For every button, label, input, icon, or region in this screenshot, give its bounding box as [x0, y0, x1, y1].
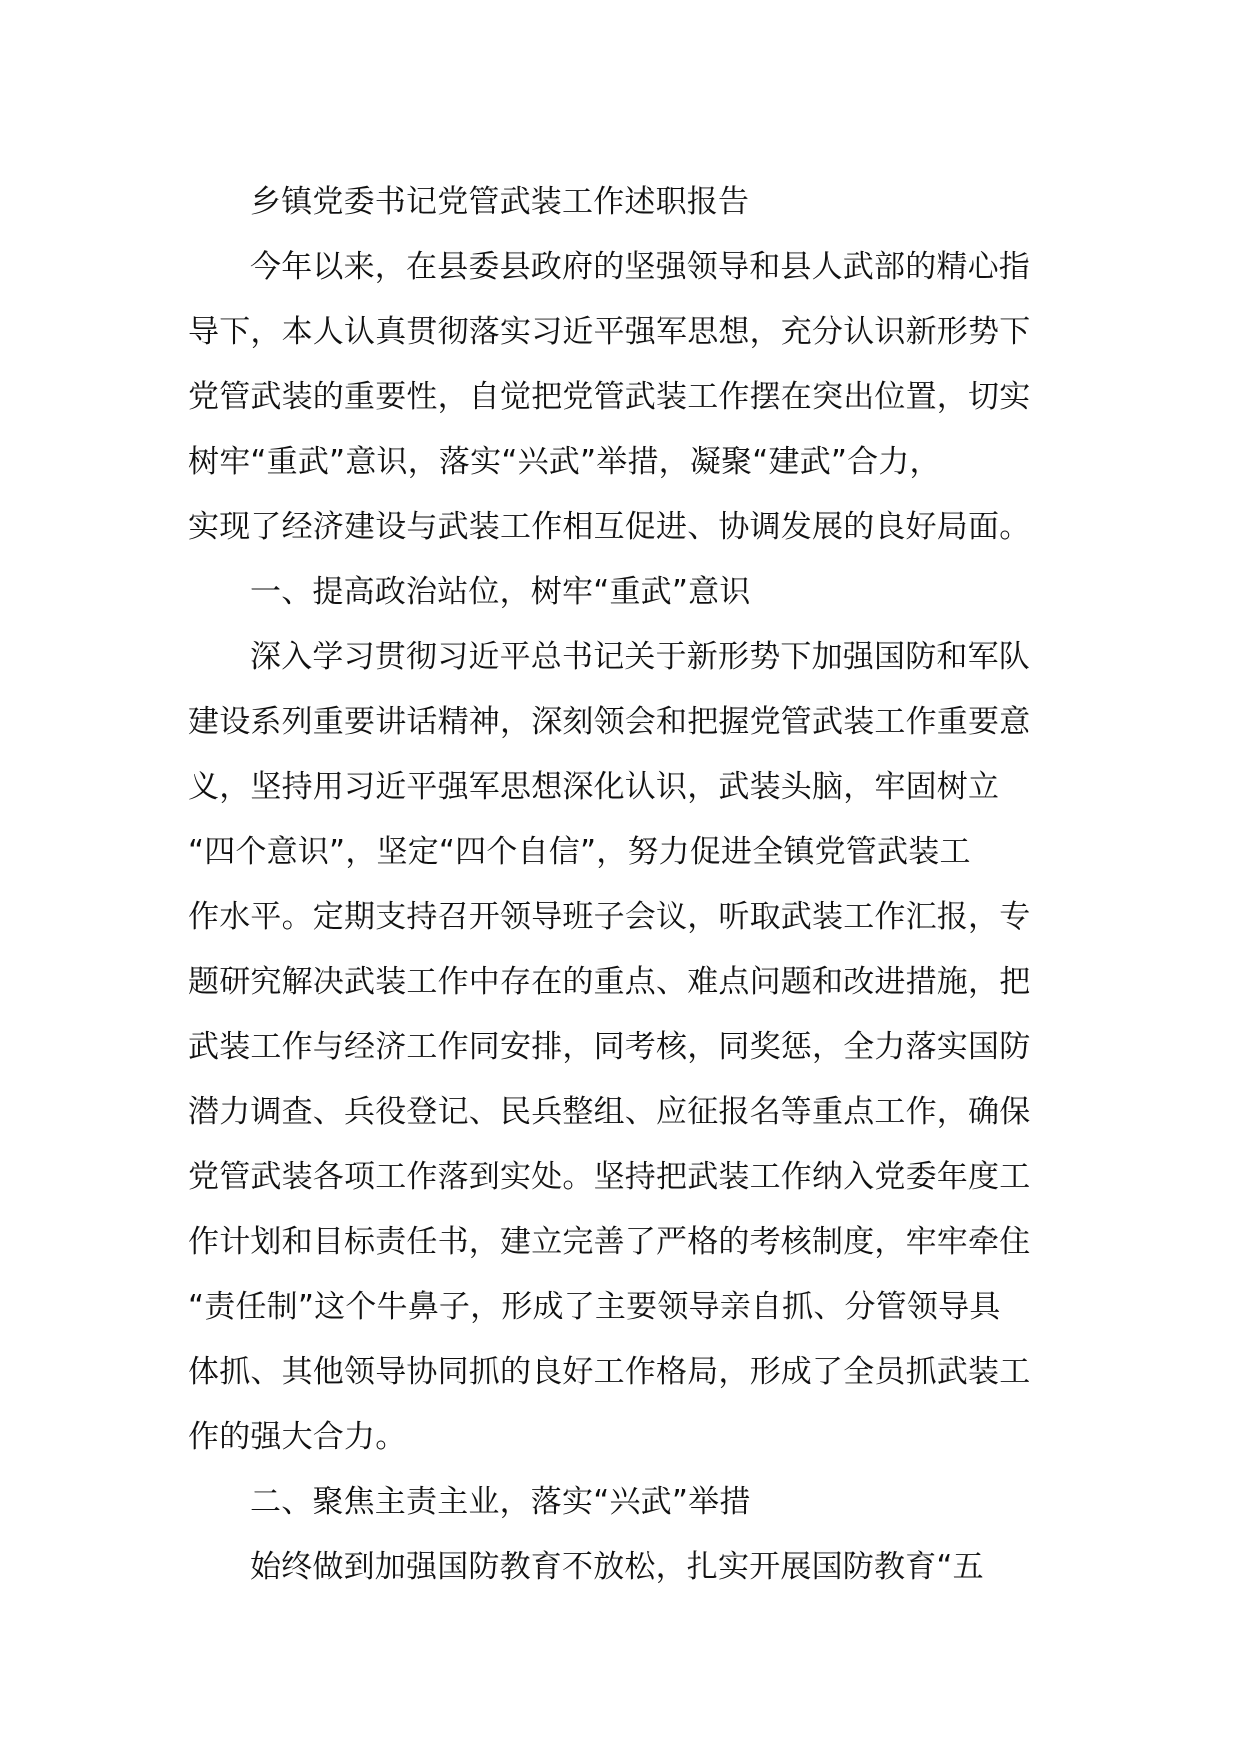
paragraph-line: 义，坚持用习近平强军思想深化认识，武装头脑，牢固树立 — [188, 769, 1000, 805]
paragraph-line: 武装工作与经济工作同安排，同考核，同奖惩，全力落实国防 — [188, 1029, 1031, 1065]
paragraph-line: 今年以来，在县委县政府的坚强领导和县人武部的精心指 — [250, 249, 1030, 285]
paragraph-line: 作的强大合力。 — [188, 1419, 407, 1455]
paragraph-section-2 — [188, 1535, 1058, 1600]
paragraph-intro — [188, 235, 1058, 560]
paragraph-section-1 — [188, 625, 1058, 1470]
paragraph-line: 树牢“重武”意识，落实“兴武”举措，凝聚“建武”合力， — [188, 444, 941, 480]
paragraph-line: 体抓、其他领导协同抓的良好工作格局，形成了全员抓武装工 — [188, 1354, 1031, 1390]
paragraph-line: 潜力调查、兵役登记、民兵整组、应征报名等重点工作，确保 — [188, 1094, 1031, 1130]
paragraph-line: 深入学习贯彻习近平总书记关于新形势下加强国防和军队 — [250, 639, 1030, 675]
paragraph-line: 实现了经济建设与武装工作相互促进、协调发展的良好局面。 — [188, 509, 1031, 545]
section-heading-2: 二、聚焦主责主业，落实“兴武”举措 — [250, 1484, 751, 1520]
paragraph-line: 作水平。定期支持召开领导班子会议，听取武装工作汇报，专 — [188, 899, 1031, 935]
paragraph-line: 导下，本人认真贯彻落实习近平强军思想，充分认识新形势下 — [188, 314, 1031, 350]
paragraph-line: 党管武装各项工作落到实处。坚持把武装工作纳入党委年度工 — [188, 1159, 1031, 1195]
paragraph-line: “责任制”这个牛鼻子，形成了主要领导亲自抓、分管领导具 — [188, 1289, 1001, 1325]
paragraph-line: “四个意识”，坚定“四个自信”，努力促进全镇党管武装工 — [188, 834, 971, 870]
paragraph-line: 作计划和目标责任书，建立完善了严格的考核制度，牢牢牵住 — [188, 1224, 1031, 1260]
paragraph-line: 始终做到加强国防教育不放松，扎实开展国防教育“五 — [250, 1549, 984, 1585]
section-heading-1: 一、提高政治站位，树牢“重武”意识 — [250, 574, 751, 610]
paragraph-line: 题研究解决武装工作中存在的重点、难点问题和改进措施，把 — [188, 964, 1031, 1000]
document-body — [188, 170, 1058, 1600]
document-title: 乡镇党委书记党管武装工作述职报告 — [250, 184, 750, 220]
paragraph-line: 党管武装的重要性，自觉把党管武装工作摆在突出位置，切实 — [188, 379, 1031, 415]
paragraph-line: 建设系列重要讲话精神，深刻领会和把握党管武装工作重要意 — [188, 704, 1031, 740]
